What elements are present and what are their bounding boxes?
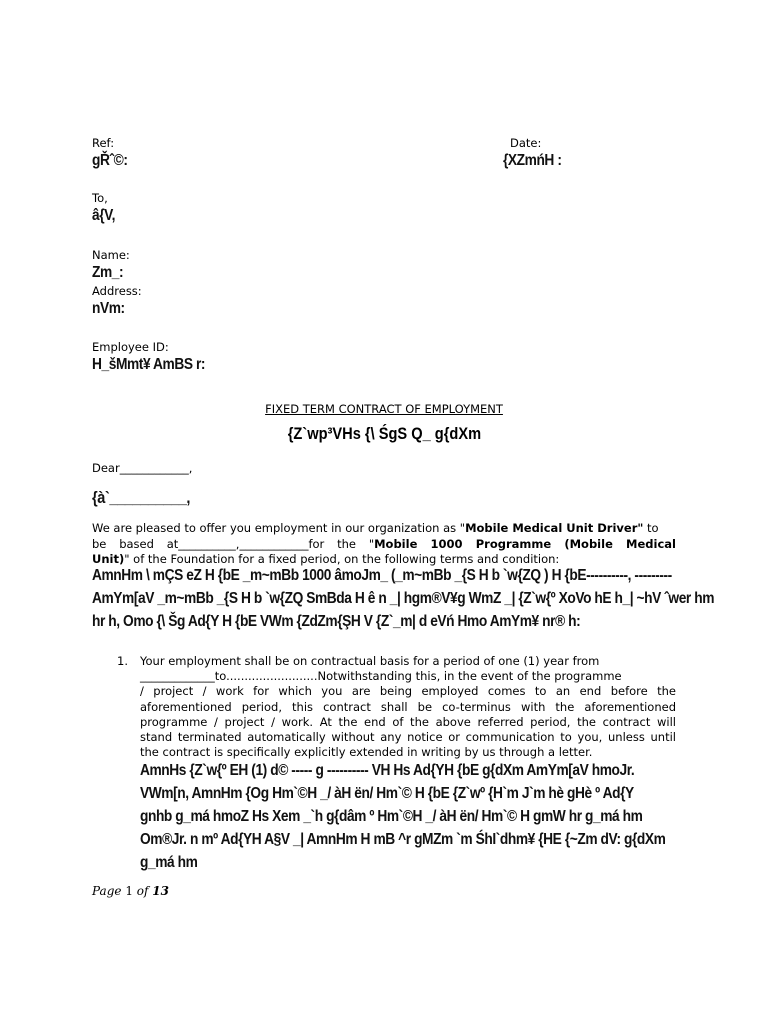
contract-title	[0, 398, 768, 417]
intro-text: to	[643, 521, 659, 535]
total-pages: 13	[152, 884, 169, 898]
of-word: of	[136, 884, 149, 898]
intro-marathi-line-1: AmnHm \ mÇS eZ H {bE _m~mBb 1000 âmoJm_ (_m~mBb _{S H b `w{ZQ ) H {bE----------, ---------	[92, 567, 672, 584]
intro-text: We are pleased to offer you employment in our organization as "	[92, 521, 466, 535]
item-line: aforementioned period, this contract shall be co-terminus with the aforementioned	[140, 699, 676, 714]
item-1-marathi-line-2: VWm[n, AmnHm {Og Hm`©H _/ àH ën/ Hm`© H {bE {Z`wº {H`m J`m hè gHè º Ad{Y	[140, 785, 634, 802]
date-label: Date:	[510, 136, 542, 150]
item-1-marathi-line-3: gnhb g_má hmoZ Hs Xem _`h g{dâm º Hm`©H _/ àH ën/ Hm`© H gmW hr g_má hm	[140, 808, 643, 825]
date-label-marathi: {XZmńH :	[503, 152, 562, 169]
item-line: the contract is specifically explicitly extended in writing by us through a letter.	[140, 745, 593, 760]
contract-title-marathi: {Z`wp³VHs {\ ŚgS Q_ g{dXm	[287, 424, 481, 443]
page-number: 1	[125, 884, 133, 898]
intro-line-3	[92, 552, 676, 568]
item-line: programme / project / work. At the end of the above referred period, the contract will	[140, 714, 676, 729]
job-title: Mobile Medical Unit Driver"	[465, 521, 644, 535]
item-line: / project / work for which you are being employed comes to an end before the	[140, 684, 676, 699]
item-line: _____________to.........................Notwithstanding this, in the event of the programme	[140, 669, 622, 684]
intro-text: be based at__________,____________for the "	[92, 536, 375, 551]
intro-text: " of the Foundation for a fixed period, on the following terms and condition:	[124, 552, 560, 566]
address-label-marathi: nVm:	[92, 300, 125, 317]
intro-marathi-line-2: AmYm[aV _m~mBb _{S H b `w{ZQ SmBda H ê n _| hgm®V¥g WmZ _| {Z`w{º XoVo hE h_| ~hV ˆwer hm	[92, 590, 715, 607]
to-label: To,	[92, 191, 108, 205]
salutation: Dear____________,	[92, 461, 193, 475]
item-1-marathi-line-4: Om®Jr. n mº Ad{YH A§V _| AmnHm H mB ^r gMZm `m ŚhI`dhm¥ {HE {~Zm dV: g{dXm	[140, 831, 666, 848]
item-line: Your employment shall be on contractual basis for a period of one (1) year from	[140, 654, 600, 668]
page-word: Page	[92, 884, 122, 898]
intro-marathi-line-3: hr h, Omo {\ Šg Ad{Y H {bE VWm {ZdZm{ŞH V {Z`_m| d eVń Hmo AmYm¥ nr® h:	[92, 613, 581, 630]
contract-title-marathi-wrap	[0, 424, 768, 444]
programme-name: Mobile 1000 Programme (Mobile Medical	[374, 536, 676, 551]
employee-id-label-marathi: H_šMmt¥ AmBS r:	[92, 356, 206, 373]
contract-title-english: FIXED TERM CONTRACT OF EMPLOYMENT	[265, 402, 503, 416]
item-line: stand terminated automatically without any notice or communication to you, unless until	[140, 730, 676, 745]
ref-label-marathi: gŘˆ©:	[92, 152, 128, 169]
address-label: Address:	[92, 284, 142, 298]
salutation-marathi: {à`__________,	[92, 488, 191, 507]
name-label: Name:	[92, 248, 130, 262]
intro-line-1	[92, 521, 676, 537]
to-label-marathi: â{V,	[92, 207, 116, 224]
name-label-marathi: Zm_:	[92, 264, 124, 281]
item-1-marathi-line-1: AmnHs {Z`w{º EH (1) d© ----- g ---------- VH Hs Ad{YH {bE g{dXm AmYm[aV hmoJr.	[140, 762, 635, 779]
intro-paragraph	[92, 521, 676, 568]
intro-line-2	[92, 537, 676, 553]
employee-id-label: Employee ID:	[92, 340, 169, 354]
ref-label: Ref:	[92, 136, 115, 150]
programme-name-end: Unit)	[92, 552, 125, 566]
item-number: 1.	[117, 654, 128, 668]
item-1-english	[140, 654, 676, 760]
item-1-marathi-line-5: g_má hm	[140, 854, 198, 871]
page-footer	[92, 884, 169, 898]
